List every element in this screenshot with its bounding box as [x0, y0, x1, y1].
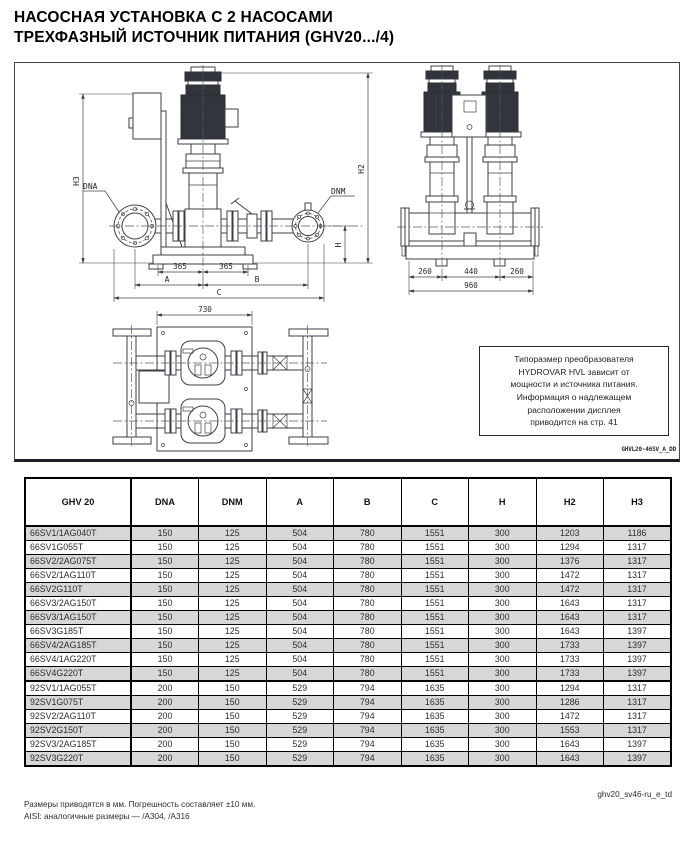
value-cell: 150	[131, 555, 199, 569]
table-row	[25, 738, 671, 752]
value-cell: 794	[334, 681, 402, 696]
value-cell: 1551	[401, 639, 469, 653]
value-cell: 1397	[604, 738, 672, 752]
value-cell: 1317	[604, 597, 672, 611]
value-cell: 300	[469, 625, 537, 639]
value-cell: 1317	[604, 555, 672, 569]
value-cell: 780	[334, 597, 402, 611]
model-cell: 66SV2/2AG075T	[25, 555, 131, 569]
dim-730: 730	[198, 305, 212, 314]
value-cell: 1551	[401, 541, 469, 555]
value-cell: 1317	[604, 696, 672, 710]
value-cell: 1294	[536, 541, 604, 555]
value-cell: 780	[334, 611, 402, 625]
value-cell: 1551	[401, 569, 469, 583]
model-cell: 66SV1G055T	[25, 541, 131, 555]
value-cell: 1551	[401, 653, 469, 667]
value-cell: 150	[131, 611, 199, 625]
value-cell: 794	[334, 696, 402, 710]
page-title-line2: ТРЕХФАЗНЫЙ ИСТОЧНИК ПИТАНИЯ (GHV20.../4)	[14, 29, 395, 46]
value-cell: 1286	[536, 696, 604, 710]
value-cell: 529	[266, 681, 334, 696]
front-view	[397, 65, 543, 295]
value-cell: 300	[469, 639, 537, 653]
value-cell: 1643	[536, 738, 604, 752]
dim-365-right: 365	[219, 262, 233, 271]
value-cell: 125	[199, 569, 267, 583]
value-cell: 1317	[604, 541, 672, 555]
dimension-table	[24, 477, 672, 767]
value-cell: 504	[266, 611, 334, 625]
value-cell: 200	[131, 752, 199, 767]
value-cell: 1635	[401, 724, 469, 738]
dimension-table-wrapper	[24, 477, 672, 767]
value-cell: 504	[266, 653, 334, 667]
value-cell: 150	[131, 583, 199, 597]
value-cell: 300	[469, 526, 537, 541]
value-cell: 1186	[604, 526, 672, 541]
value-cell: 780	[334, 541, 402, 555]
info-box-line: приводится на стр. 41	[530, 417, 618, 428]
value-cell: 1551	[401, 597, 469, 611]
value-cell: 780	[334, 639, 402, 653]
dim-c: C	[216, 288, 222, 297]
table-row	[25, 639, 671, 653]
column-header: DNM	[199, 478, 267, 526]
dna-label: DNA	[83, 182, 98, 191]
table-row	[25, 583, 671, 597]
table-row	[25, 526, 671, 541]
value-cell: 780	[334, 667, 402, 682]
model-cell: 66SV1/1AG040T	[25, 526, 131, 541]
value-cell: 529	[266, 724, 334, 738]
value-cell: 300	[469, 555, 537, 569]
value-cell: 125	[199, 653, 267, 667]
value-cell: 529	[266, 710, 334, 724]
column-header: B	[334, 478, 402, 526]
value-cell: 150	[199, 696, 267, 710]
value-cell: 150	[131, 667, 199, 682]
dim-h: H	[334, 242, 343, 248]
value-cell: 794	[334, 752, 402, 767]
table-row	[25, 667, 671, 682]
value-cell: 780	[334, 526, 402, 541]
info-box-line: HYDROVAR HVL зависит от	[518, 366, 630, 377]
value-cell: 1551	[401, 583, 469, 597]
model-cell: 66SV3G185T	[25, 625, 131, 639]
value-cell: 504	[266, 583, 334, 597]
value-cell: 300	[469, 611, 537, 625]
value-cell: 1733	[536, 639, 604, 653]
table-header-row	[25, 478, 671, 526]
drawing-code: GHVL20-46SV_A_DD	[621, 446, 676, 453]
value-cell: 1635	[401, 681, 469, 696]
footnote-aisi: AISI: аналогичные размеры — /А304, /А316	[24, 811, 190, 821]
page-title-line1: НАСОСНАЯ УСТАНОВКА С 2 НАСОСАМИ	[14, 9, 333, 26]
value-cell: 200	[131, 696, 199, 710]
column-header: DNA	[131, 478, 199, 526]
value-cell: 1733	[536, 653, 604, 667]
value-cell: 1635	[401, 752, 469, 767]
value-cell: 1635	[401, 738, 469, 752]
dim-h3: H3	[72, 176, 81, 186]
value-cell: 200	[131, 724, 199, 738]
value-cell: 1551	[401, 555, 469, 569]
value-cell: 1643	[536, 597, 604, 611]
value-cell: 1376	[536, 555, 604, 569]
table-row	[25, 710, 671, 724]
value-cell: 1472	[536, 569, 604, 583]
value-cell: 1317	[604, 611, 672, 625]
value-cell: 529	[266, 752, 334, 767]
column-header: GHV 20	[25, 478, 131, 526]
value-cell: 780	[334, 569, 402, 583]
value-cell: 780	[334, 653, 402, 667]
info-box-line: Типоразмер преобразователя	[514, 354, 634, 365]
dim-b: B	[254, 275, 260, 284]
value-cell: 300	[469, 710, 537, 724]
value-cell: 1553	[536, 724, 604, 738]
model-cell: 66SV4G220T	[25, 667, 131, 682]
value-cell: 150	[131, 625, 199, 639]
doc-code: ghv20_sv46-ru_e_td	[597, 790, 672, 799]
dim-440: 440	[464, 267, 478, 276]
spec-table-body	[25, 526, 671, 766]
footnote-units: Размеры приводятся в мм. Погрешность составляет ±10 мм.	[24, 800, 256, 809]
value-cell: 504	[266, 625, 334, 639]
value-cell: 125	[199, 555, 267, 569]
value-cell: 1551	[401, 611, 469, 625]
dim-260-right: 260	[510, 267, 524, 276]
value-cell: 1397	[604, 625, 672, 639]
column-header: H2	[536, 478, 604, 526]
value-cell: 504	[266, 541, 334, 555]
value-cell: 125	[199, 526, 267, 541]
value-cell: 1397	[604, 653, 672, 667]
plan-view	[113, 305, 328, 451]
value-cell: 1397	[604, 752, 672, 767]
value-cell: 150	[199, 752, 267, 767]
value-cell: 504	[266, 526, 334, 541]
value-cell: 1294	[536, 681, 604, 696]
value-cell: 300	[469, 653, 537, 667]
value-cell: 504	[266, 555, 334, 569]
value-cell: 1551	[401, 667, 469, 682]
dnm-label: DNM	[331, 187, 346, 196]
value-cell: 150	[131, 653, 199, 667]
value-cell: 504	[266, 639, 334, 653]
value-cell: 1551	[401, 526, 469, 541]
value-cell: 1643	[536, 625, 604, 639]
value-cell: 125	[199, 639, 267, 653]
value-cell: 780	[334, 583, 402, 597]
value-cell: 125	[199, 667, 267, 682]
value-cell: 1317	[604, 724, 672, 738]
table-row	[25, 724, 671, 738]
value-cell: 150	[199, 681, 267, 696]
value-cell: 300	[469, 597, 537, 611]
value-cell: 200	[131, 710, 199, 724]
value-cell: 780	[334, 555, 402, 569]
value-cell: 300	[469, 696, 537, 710]
value-cell: 504	[266, 597, 334, 611]
info-box-line: расположении дисплея	[527, 404, 621, 415]
info-box	[479, 346, 669, 436]
value-cell: 125	[199, 583, 267, 597]
table-row	[25, 541, 671, 555]
value-cell: 150	[131, 597, 199, 611]
column-header: H	[469, 478, 537, 526]
value-cell: 1551	[401, 625, 469, 639]
model-cell: 92SV2/2AG110T	[25, 710, 131, 724]
model-cell: 66SV4/2AG185T	[25, 639, 131, 653]
model-cell: 92SV3G220T	[25, 752, 131, 767]
model-cell: 92SV2G150T	[25, 724, 131, 738]
column-header: A	[266, 478, 334, 526]
value-cell: 1733	[536, 667, 604, 682]
value-cell: 150	[199, 724, 267, 738]
value-cell: 150	[199, 738, 267, 752]
value-cell: 794	[334, 710, 402, 724]
info-box-line: Информация о надлежащем	[516, 392, 632, 402]
model-cell: 66SV2/1AG110T	[25, 569, 131, 583]
info-box-line: мощности и источника питания.	[510, 379, 638, 390]
dim-h2: H2	[357, 164, 366, 174]
model-cell: 66SV4/1AG220T	[25, 653, 131, 667]
value-cell: 1317	[604, 710, 672, 724]
value-cell: 1317	[604, 583, 672, 597]
value-cell: 300	[469, 738, 537, 752]
value-cell: 300	[469, 667, 537, 682]
value-cell: 125	[199, 541, 267, 555]
table-row	[25, 653, 671, 667]
value-cell: 1635	[401, 696, 469, 710]
dim-365-left: 365	[173, 262, 187, 271]
value-cell: 529	[266, 738, 334, 752]
value-cell: 1472	[536, 710, 604, 724]
value-cell: 504	[266, 667, 334, 682]
dim-260-left: 260	[418, 267, 432, 276]
value-cell: 504	[266, 569, 334, 583]
value-cell: 1203	[536, 526, 604, 541]
model-cell: 92SV1/1AG055T	[25, 681, 131, 696]
value-cell: 150	[131, 569, 199, 583]
model-cell: 66SV2G110T	[25, 583, 131, 597]
value-cell: 794	[334, 738, 402, 752]
value-cell: 1317	[604, 681, 672, 696]
value-cell: 300	[469, 569, 537, 583]
value-cell: 300	[469, 583, 537, 597]
value-cell: 150	[131, 526, 199, 541]
value-cell: 1397	[604, 639, 672, 653]
value-cell: 529	[266, 696, 334, 710]
side-view	[72, 65, 373, 302]
value-cell: 150	[131, 639, 199, 653]
model-cell: 66SV3/1AG150T	[25, 611, 131, 625]
dim-960: 960	[464, 281, 478, 290]
value-cell: 200	[131, 681, 199, 696]
value-cell: 1397	[604, 667, 672, 682]
value-cell: 780	[334, 625, 402, 639]
value-cell: 200	[131, 738, 199, 752]
table-row	[25, 696, 671, 710]
value-cell: 300	[469, 681, 537, 696]
footnotes	[24, 799, 255, 822]
model-cell: 92SV3/2AG185T	[25, 738, 131, 752]
dim-a: A	[164, 275, 170, 284]
model-cell: 92SV1G075T	[25, 696, 131, 710]
value-cell: 1643	[536, 611, 604, 625]
value-cell: 300	[469, 724, 537, 738]
model-cell: 66SV3/2AG150T	[25, 597, 131, 611]
value-cell: 300	[469, 541, 537, 555]
page-title	[14, 8, 674, 48]
value-cell: 125	[199, 625, 267, 639]
column-header: H3	[604, 478, 672, 526]
value-cell: 125	[199, 611, 267, 625]
column-header: C	[401, 478, 469, 526]
table-row	[25, 555, 671, 569]
table-row	[25, 597, 671, 611]
table-row	[25, 611, 671, 625]
value-cell: 150	[199, 710, 267, 724]
table-row	[25, 569, 671, 583]
table-row	[25, 681, 671, 696]
value-cell: 1643	[536, 752, 604, 767]
value-cell: 150	[131, 541, 199, 555]
table-row	[25, 625, 671, 639]
value-cell: 1472	[536, 583, 604, 597]
technical-drawing	[14, 62, 680, 462]
value-cell: 1317	[604, 569, 672, 583]
value-cell: 300	[469, 752, 537, 767]
value-cell: 794	[334, 724, 402, 738]
value-cell: 125	[199, 597, 267, 611]
table-row	[25, 752, 671, 767]
value-cell: 1635	[401, 710, 469, 724]
